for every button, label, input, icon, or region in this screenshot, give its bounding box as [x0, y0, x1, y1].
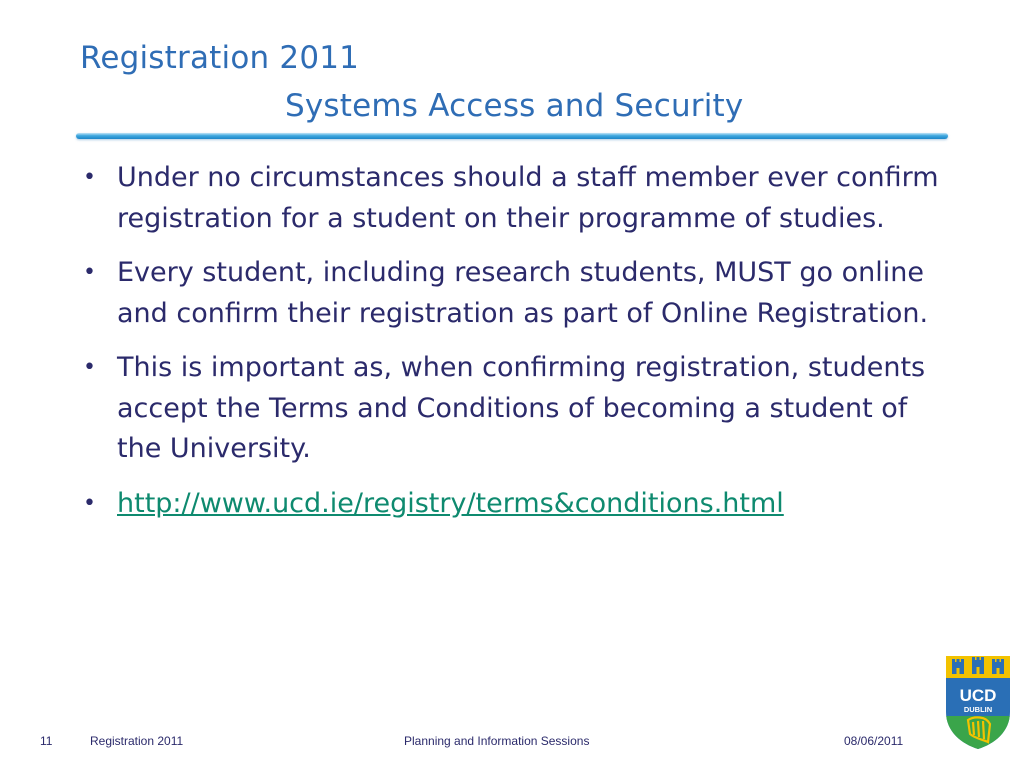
bullet-marker: • [83, 490, 96, 516]
footer-session: Planning and Information Sessions [404, 734, 590, 748]
bullet-text: This is important as, when confirming registration, students accept the Terms and Conditions of becoming a student of the University. [117, 352, 926, 464]
page-number: 11 [40, 734, 53, 748]
bullet-marker: • [83, 260, 96, 285]
terms-conditions-link[interactable]: http://www.ucd.ie/registry/terms&conditions.html [117, 487, 784, 519]
slide-subtitle: Systems Access and Security [285, 88, 744, 124]
title-divider [76, 133, 948, 139]
bullet-item [80, 158, 960, 239]
bullet-item [80, 253, 960, 334]
bullet-marker: • [83, 355, 96, 380]
logo-text-dublin: DUBLIN [963, 705, 993, 714]
bullet-text: Every student, including research students, MUST go online and confirm their registration as part of Online Registration. [117, 257, 929, 329]
footer-title: Registration 2011 [90, 734, 184, 748]
ucd-logo [944, 654, 1012, 750]
bullet-text: Under no circumstances should a staff member ever confirm registration for a student on their programme of studies. [117, 162, 939, 234]
logo-text-ucd: UCD [959, 686, 997, 705]
bullet-item [80, 348, 960, 470]
footer-date: 08/06/2011 [844, 734, 904, 748]
slide-title: Registration 2011 [80, 40, 360, 76]
bullet-list [80, 158, 960, 538]
bullet-marker: • [83, 165, 96, 190]
bullet-item [80, 484, 960, 525]
